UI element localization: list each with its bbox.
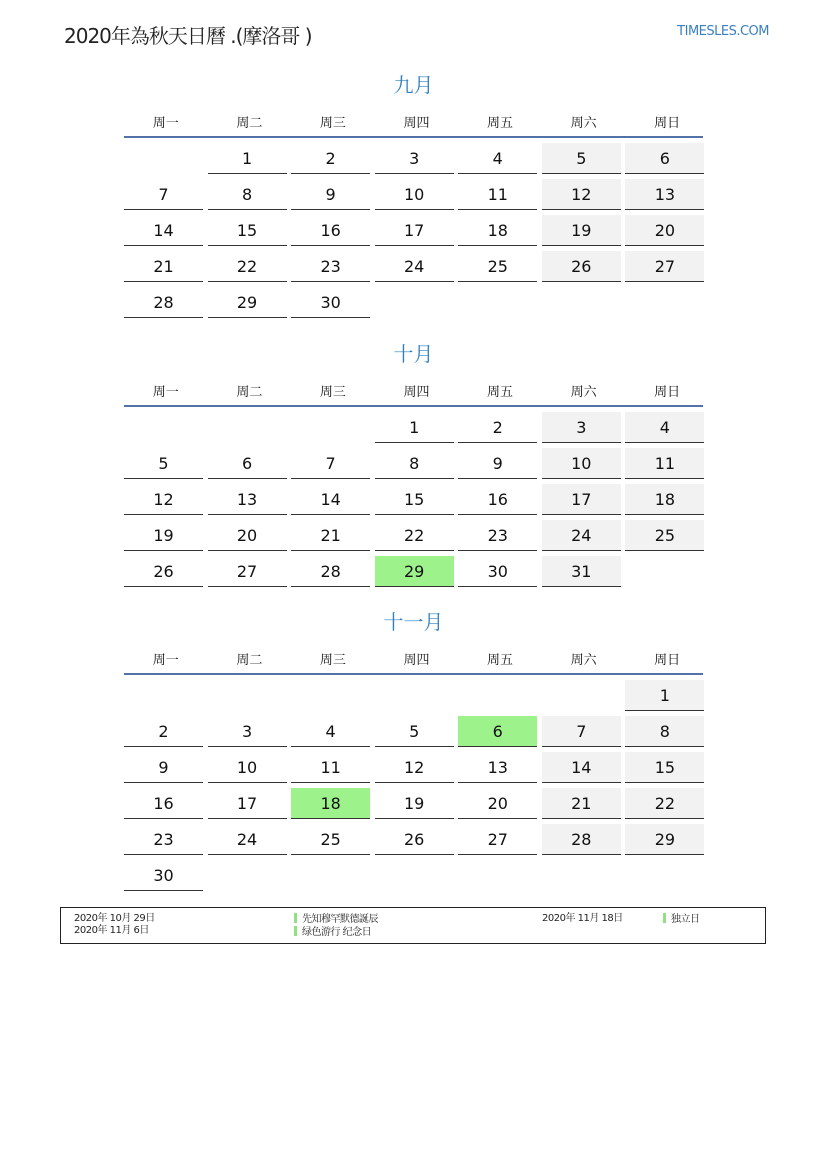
weekend-day-cell: 1 bbox=[625, 680, 704, 711]
weekday-label: 周三 bbox=[319, 115, 346, 131]
legend-names-col-2 bbox=[663, 913, 700, 926]
week-row bbox=[124, 822, 703, 858]
week-row bbox=[124, 678, 703, 714]
day-cell: 25 bbox=[458, 251, 537, 282]
month-title: 九月 bbox=[393, 73, 434, 97]
day-cell: 23 bbox=[124, 824, 203, 855]
holiday-marker bbox=[294, 913, 297, 923]
weekend-day-cell: 31 bbox=[542, 556, 621, 587]
weekend-day-cell: 18 bbox=[625, 484, 704, 515]
weekday-label: 周四 bbox=[403, 115, 430, 131]
day-cell: 26 bbox=[124, 556, 203, 587]
day-cell: 29 bbox=[208, 287, 287, 318]
day-cell: 23 bbox=[291, 251, 370, 282]
day-cell: 6 bbox=[208, 448, 287, 479]
legend-name-row bbox=[663, 913, 700, 926]
month-calendar bbox=[124, 339, 703, 590]
day-cell: 10 bbox=[375, 179, 454, 210]
weekday-label: 周三 bbox=[319, 384, 346, 400]
holiday-day-cell: 6 bbox=[458, 716, 537, 747]
weekend-day-cell: 5 bbox=[542, 143, 621, 174]
day-cell: 12 bbox=[375, 752, 454, 783]
weekend-day-cell: 17 bbox=[542, 484, 621, 515]
day-cell: 5 bbox=[124, 448, 203, 479]
day-cell: 15 bbox=[375, 484, 454, 515]
empty-day-cell bbox=[542, 680, 621, 711]
day-cell: 19 bbox=[375, 788, 454, 819]
day-cell: 7 bbox=[291, 448, 370, 479]
weekday-label: 周一 bbox=[152, 652, 179, 668]
empty-day-cell bbox=[458, 287, 537, 318]
empty-day-cell bbox=[208, 680, 287, 711]
weekday-label: 周二 bbox=[236, 115, 263, 131]
empty-day-cell bbox=[124, 143, 203, 174]
day-cell: 18 bbox=[458, 215, 537, 246]
day-cell: 26 bbox=[375, 824, 454, 855]
weekday-label: 周二 bbox=[236, 384, 263, 400]
weekend-day-cell: 20 bbox=[625, 215, 704, 246]
weekday-header bbox=[124, 375, 703, 407]
weekday-header bbox=[124, 643, 703, 675]
week-row bbox=[124, 714, 703, 750]
day-cell: 27 bbox=[208, 556, 287, 587]
legend-date: 2020年 11月 18日 bbox=[542, 913, 623, 924]
day-cell: 9 bbox=[458, 448, 537, 479]
weekday-header bbox=[124, 106, 703, 138]
day-cell: 30 bbox=[291, 287, 370, 318]
holiday-legend bbox=[60, 907, 766, 944]
empty-day-cell bbox=[458, 860, 537, 891]
day-cell: 21 bbox=[124, 251, 203, 282]
legend-name: 独立日 bbox=[671, 914, 700, 925]
day-cell: 11 bbox=[458, 179, 537, 210]
day-cell: 9 bbox=[291, 179, 370, 210]
week-row bbox=[124, 410, 703, 446]
legend-dates-col-2 bbox=[542, 913, 623, 925]
holiday-marker bbox=[294, 926, 297, 936]
month-title: 十一月 bbox=[383, 610, 444, 634]
day-cell: 22 bbox=[375, 520, 454, 551]
weekend-day-cell: 10 bbox=[542, 448, 621, 479]
day-cell: 17 bbox=[208, 788, 287, 819]
empty-day-cell bbox=[291, 860, 370, 891]
day-cell: 22 bbox=[208, 251, 287, 282]
weekend-day-cell: 15 bbox=[625, 752, 704, 783]
week-row bbox=[124, 554, 703, 590]
weekday-label: 周四 bbox=[403, 652, 430, 668]
empty-day-cell bbox=[124, 680, 203, 711]
week-row bbox=[124, 177, 703, 213]
day-cell: 9 bbox=[124, 752, 203, 783]
empty-day-cell bbox=[458, 680, 537, 711]
week-row bbox=[124, 518, 703, 554]
day-cell: 21 bbox=[291, 520, 370, 551]
legend-name: 先知穆罕默德誕辰 bbox=[302, 914, 378, 925]
day-cell: 17 bbox=[375, 215, 454, 246]
legend-name: 绿色游行 纪念日 bbox=[302, 927, 372, 938]
weekend-day-cell: 8 bbox=[625, 716, 704, 747]
empty-day-cell bbox=[375, 680, 454, 711]
weekend-day-cell: 19 bbox=[542, 215, 621, 246]
day-cell: 25 bbox=[291, 824, 370, 855]
day-cell: 8 bbox=[375, 448, 454, 479]
holiday-marker bbox=[663, 913, 666, 923]
empty-day-cell bbox=[291, 412, 370, 443]
empty-day-cell bbox=[208, 860, 287, 891]
weekend-day-cell: 21 bbox=[542, 788, 621, 819]
holiday-day-cell: 29 bbox=[375, 556, 454, 587]
weekend-day-cell: 3 bbox=[542, 412, 621, 443]
week-row bbox=[124, 213, 703, 249]
day-cell: 28 bbox=[124, 287, 203, 318]
weekend-day-cell: 24 bbox=[542, 520, 621, 551]
empty-day-cell bbox=[625, 556, 704, 587]
empty-day-cell bbox=[625, 860, 704, 891]
day-cell: 2 bbox=[291, 143, 370, 174]
day-cell: 24 bbox=[375, 251, 454, 282]
day-cell: 27 bbox=[458, 824, 537, 855]
legend-name-row bbox=[294, 913, 378, 926]
day-cell: 19 bbox=[124, 520, 203, 551]
week-row bbox=[124, 786, 703, 822]
weekday-label: 周六 bbox=[570, 115, 597, 131]
weekday-label: 周日 bbox=[654, 384, 681, 400]
weekday-label: 周一 bbox=[152, 384, 179, 400]
day-cell: 11 bbox=[291, 752, 370, 783]
day-cell: 10 bbox=[208, 752, 287, 783]
day-cell: 7 bbox=[124, 179, 203, 210]
empty-day-cell bbox=[208, 412, 287, 443]
day-cell: 1 bbox=[375, 412, 454, 443]
day-cell: 20 bbox=[458, 788, 537, 819]
weekday-label: 周三 bbox=[319, 652, 346, 668]
day-cell: 12 bbox=[124, 484, 203, 515]
day-cell: 15 bbox=[208, 215, 287, 246]
month-calendar bbox=[124, 70, 703, 321]
day-cell: 2 bbox=[124, 716, 203, 747]
empty-day-cell bbox=[375, 860, 454, 891]
day-cell: 8 bbox=[208, 179, 287, 210]
week-row bbox=[124, 750, 703, 786]
week-row bbox=[124, 141, 703, 177]
week-row bbox=[124, 446, 703, 482]
day-cell: 16 bbox=[291, 215, 370, 246]
legend-dates-col bbox=[74, 913, 155, 937]
day-cell: 24 bbox=[208, 824, 287, 855]
empty-day-cell bbox=[124, 412, 203, 443]
week-row bbox=[124, 249, 703, 285]
day-cell: 14 bbox=[291, 484, 370, 515]
weekday-label: 周五 bbox=[487, 115, 514, 131]
day-cell: 4 bbox=[291, 716, 370, 747]
weekday-label: 周日 bbox=[654, 115, 681, 131]
day-cell: 2 bbox=[458, 412, 537, 443]
day-cell: 16 bbox=[124, 788, 203, 819]
weekday-label: 周日 bbox=[654, 652, 681, 668]
weekend-day-cell: 28 bbox=[542, 824, 621, 855]
weekday-label: 周五 bbox=[487, 652, 514, 668]
day-cell: 28 bbox=[291, 556, 370, 587]
day-cell: 16 bbox=[458, 484, 537, 515]
weekend-day-cell: 22 bbox=[625, 788, 704, 819]
weekday-label: 周二 bbox=[236, 652, 263, 668]
day-cell: 3 bbox=[208, 716, 287, 747]
weekend-day-cell: 14 bbox=[542, 752, 621, 783]
day-cell: 23 bbox=[458, 520, 537, 551]
day-cell: 5 bbox=[375, 716, 454, 747]
day-cell: 30 bbox=[458, 556, 537, 587]
weekend-day-cell: 26 bbox=[542, 251, 621, 282]
day-cell: 20 bbox=[208, 520, 287, 551]
legend-names-col bbox=[294, 913, 378, 939]
site-link[interactable]: TIMESLES.COM bbox=[677, 24, 769, 39]
month-calendar bbox=[124, 607, 703, 894]
weekend-day-cell: 7 bbox=[542, 716, 621, 747]
empty-day-cell bbox=[542, 287, 621, 318]
weekday-label: 周六 bbox=[570, 652, 597, 668]
empty-day-cell bbox=[625, 287, 704, 318]
weekend-day-cell: 27 bbox=[625, 251, 704, 282]
legend-date: 2020年 10月 29日 bbox=[74, 913, 155, 924]
weekend-day-cell: 4 bbox=[625, 412, 704, 443]
weekend-day-cell: 6 bbox=[625, 143, 704, 174]
day-cell: 14 bbox=[124, 215, 203, 246]
weekend-day-cell: 12 bbox=[542, 179, 621, 210]
day-cell: 13 bbox=[458, 752, 537, 783]
day-cell: 1 bbox=[208, 143, 287, 174]
empty-day-cell bbox=[542, 860, 621, 891]
day-cell: 30 bbox=[124, 860, 203, 891]
weekend-day-cell: 13 bbox=[625, 179, 704, 210]
weekday-label: 周五 bbox=[487, 384, 514, 400]
weekday-label: 周一 bbox=[152, 115, 179, 131]
day-cell: 13 bbox=[208, 484, 287, 515]
month-title: 十月 bbox=[393, 342, 434, 366]
week-row bbox=[124, 858, 703, 894]
day-cell: 4 bbox=[458, 143, 537, 174]
empty-day-cell bbox=[291, 680, 370, 711]
legend-name-row bbox=[294, 926, 378, 939]
weekend-day-cell: 25 bbox=[625, 520, 704, 551]
weekday-label: 周六 bbox=[570, 384, 597, 400]
day-cell: 3 bbox=[375, 143, 454, 174]
week-row bbox=[124, 482, 703, 518]
weekday-label: 周四 bbox=[403, 384, 430, 400]
week-row bbox=[124, 285, 703, 321]
weekend-day-cell: 11 bbox=[625, 448, 704, 479]
legend-date: 2020年 11月 6日 bbox=[74, 925, 149, 936]
holiday-day-cell: 18 bbox=[291, 788, 370, 819]
page-title: 2020年為秋天日曆 .(摩洛哥 ) bbox=[64, 24, 312, 48]
weekend-day-cell: 29 bbox=[625, 824, 704, 855]
empty-day-cell bbox=[375, 287, 454, 318]
